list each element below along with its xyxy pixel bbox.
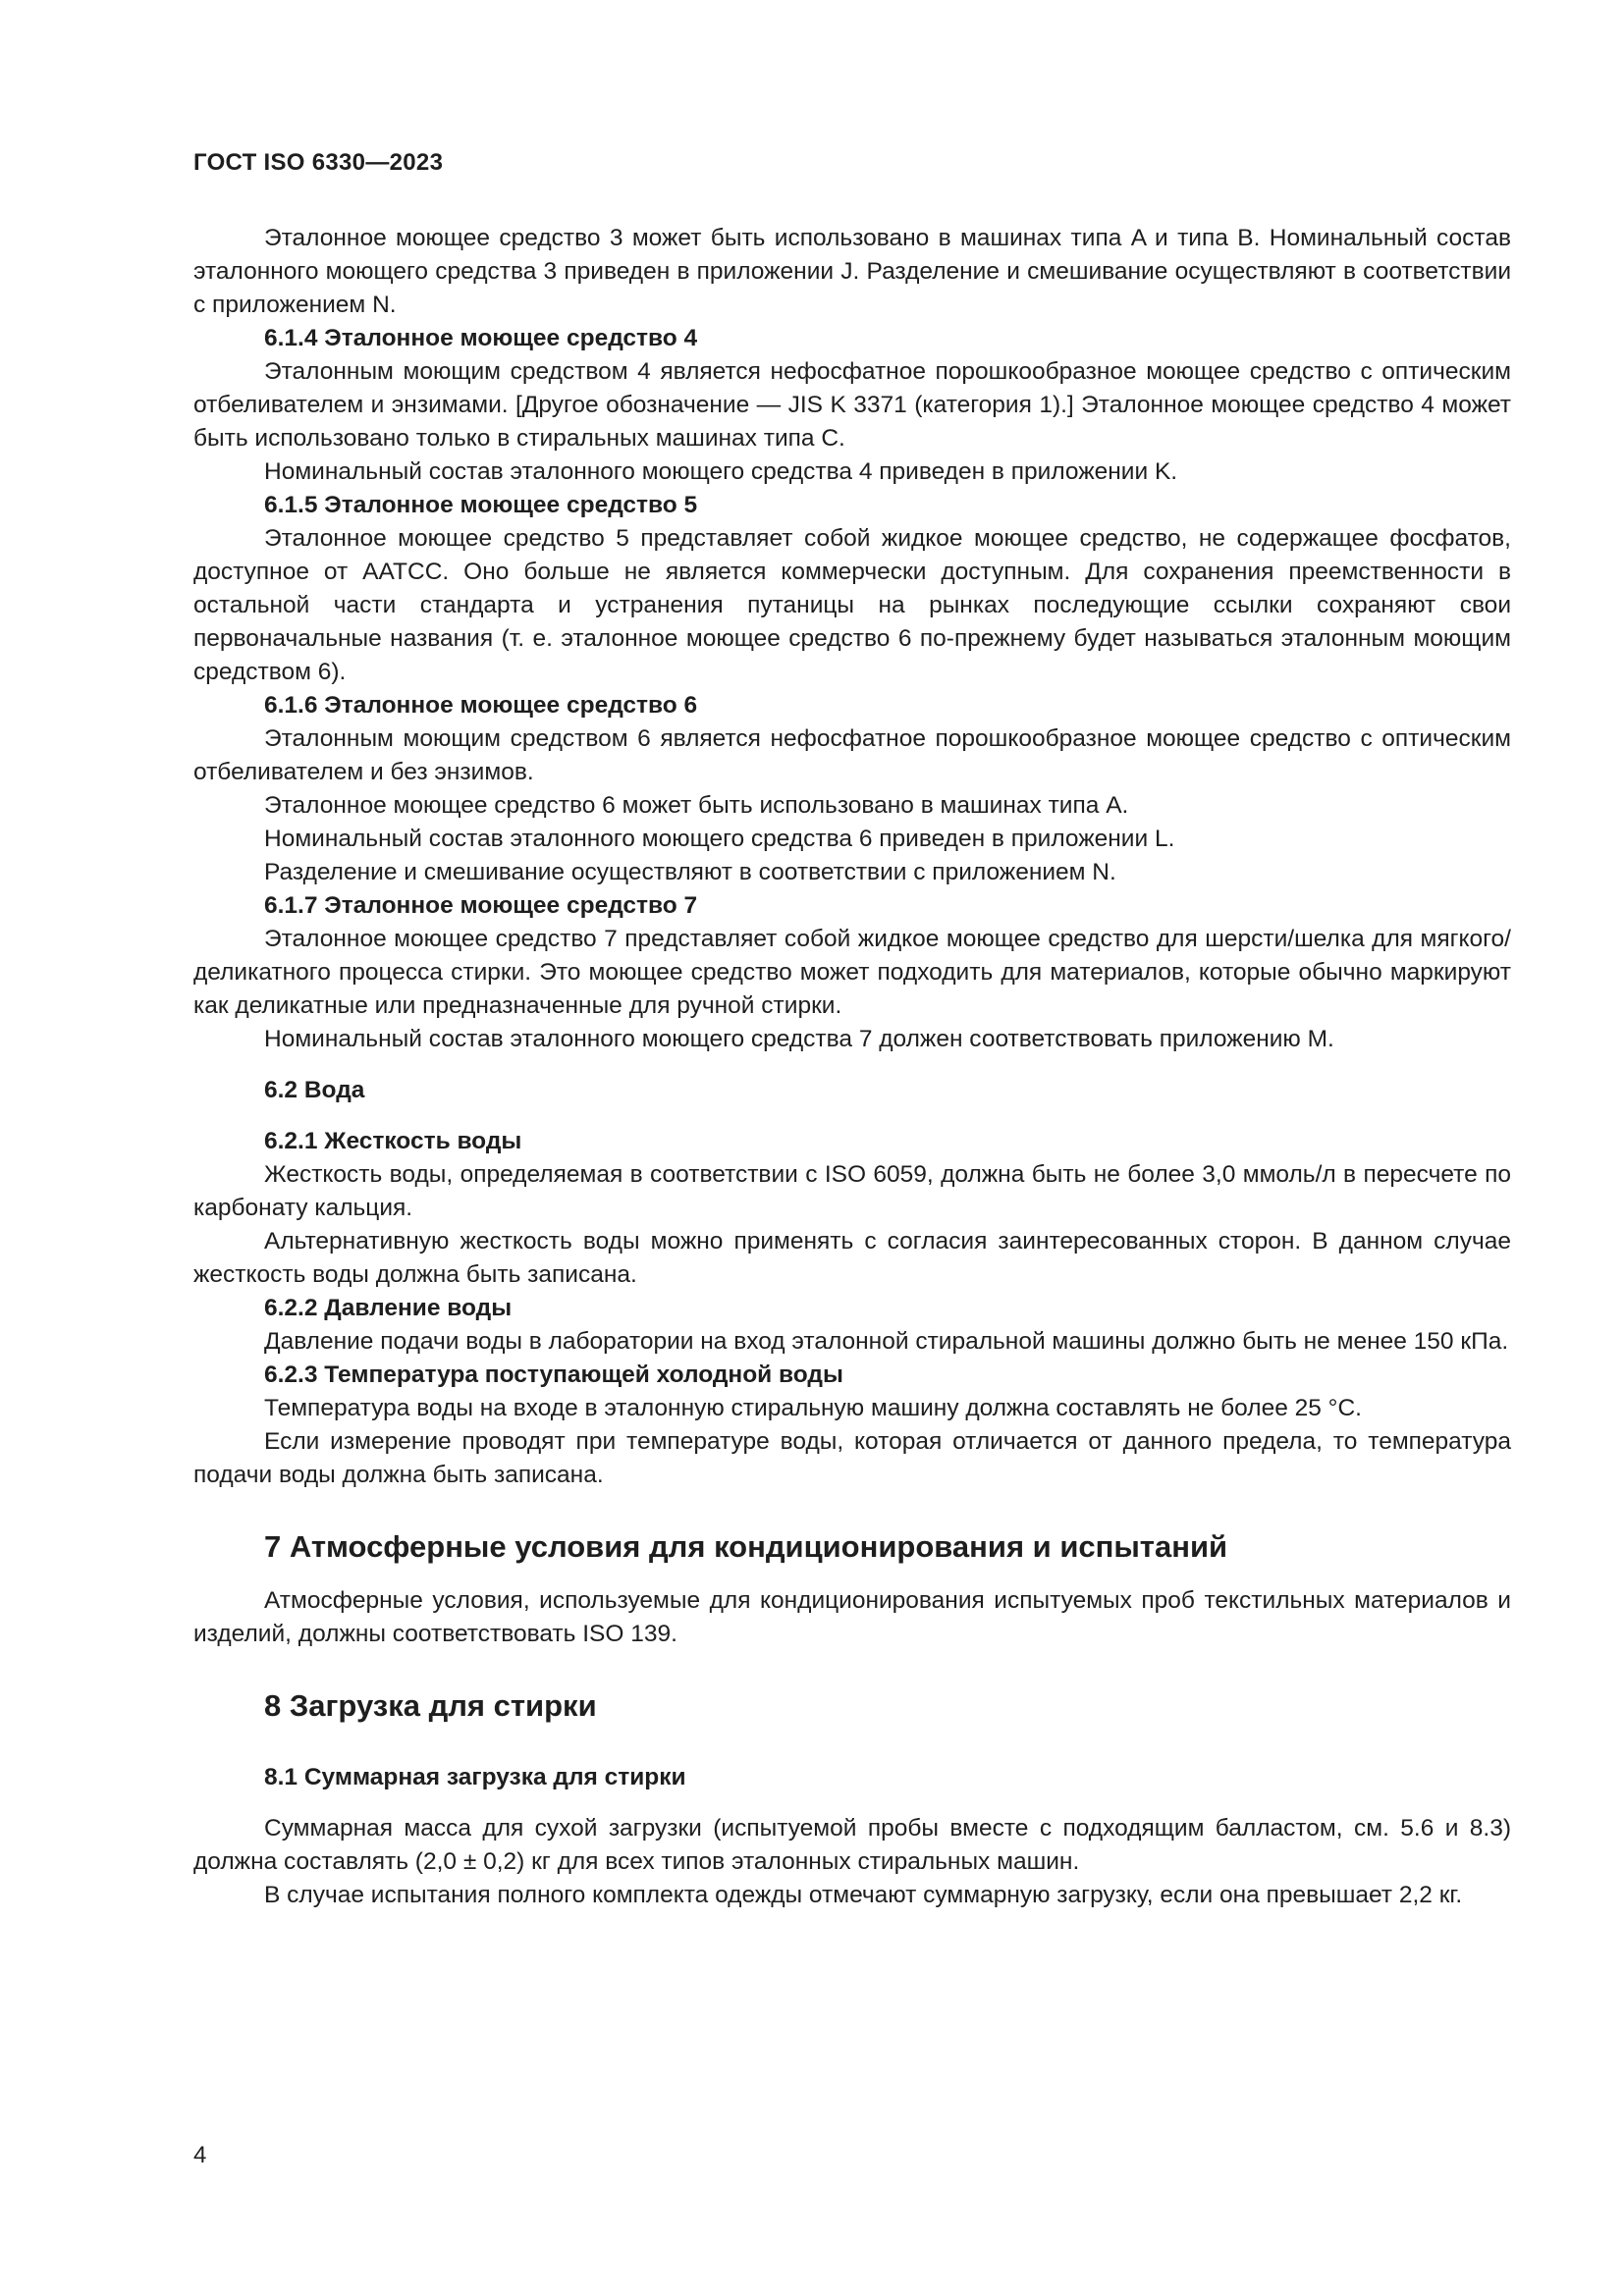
section-6-1-4-heading: 6.1.4 Эталонное моющее средство 4 — [264, 325, 698, 351]
spacer — [193, 1726, 1511, 1761]
section-6-1-5-paragraph-1: Эталонное моющее средство 5 представляет собой жидкое моющее средство, не содержащее фосфатов, доступное от AATCC. Оно больше не является коммерчески доступным. Для сохранения преемственности в остальной части стандарта и устранения путаницы на рынках последующие ссылки сохраняют свои первоначальные названия (т. е. эталонное моющее средство 6 по-прежнему будет называться эталонным моющим средством 6). — [193, 525, 1511, 685]
section-6-1-6-paragraph-1: Эталонным моющим средством 6 является нефосфатное порошкообразное моющее средство с оптическим отбеливателем и без энзимов. — [193, 725, 1511, 785]
document-header-id: ГОСТ ISO 6330—2023 — [193, 149, 444, 176]
page-number: 4 — [193, 2142, 207, 2168]
section-7-paragraph-1: Атмосферные условия, используемые для кондиционирования испытуемых проб текстильных материалов и изделий, должны соответствовать ISO 139. — [193, 1587, 1511, 1647]
section-6-1-7-paragraph-1: Эталонное моющее средство 7 представляет собой жидкое моющее средство для шерсти/шелка для мягкого/деликатного процесса стирки. Это моющее средство может подходить для материалов, которые обычно маркируют как деликатные или предназначенные для ручной стирки. — [193, 926, 1511, 1019]
section-6-1-4-paragraph-2: Номинальный состав эталонного моющего средства 4 приведен в приложении K. — [264, 458, 1178, 485]
section-6-1-6-paragraph-3: Номинальный состав эталонного моющего средства 6 приведен в приложении L. — [264, 826, 1175, 852]
section-8-1-paragraph-2: В случае испытания полного комплекта одежды отмечают суммарную загрузку, если она превышает 2,2 кг. — [264, 1882, 1463, 1908]
section-6-2-3-paragraph-1: Температура воды на входе в эталонную стиральную машину должна составлять не более 25 °C. — [264, 1395, 1362, 1421]
section-6-2-1-paragraph-2: Альтернативную жесткость воды можно применять с согласия заинтересованных сторон. В данном случае жесткость воды должна быть записана. — [193, 1228, 1511, 1288]
section-6-2-heading: 6.2 Вода — [264, 1077, 365, 1103]
section-6-2-1-paragraph-1: Жесткость воды, определяемая в соответствии с ISO 6059, должна быть не более 3,0 ммоль/л в пересчете по карбонату кальция. — [193, 1161, 1511, 1221]
section-6-2-1-heading: 6.2.1 Жесткость воды — [264, 1128, 522, 1154]
spacer — [193, 1107, 1511, 1125]
spacer — [193, 1056, 1511, 1074]
section-6-1-6-heading: 6.1.6 Эталонное моющее средство 6 — [264, 692, 698, 719]
section-8-1-heading: 8.1 Суммарная загрузка для стирки — [264, 1764, 686, 1790]
section-7-heading: 7 Атмосферные условия для кондиционирования и испытаний — [264, 1529, 1228, 1564]
section-6-2-3-paragraph-2: Если измерение проводят при температуре воды, которая отличается от данного предела, то температура подачи воды должна быть записана. — [193, 1428, 1511, 1488]
section-6-1-6-paragraph-2: Эталонное моющее средство 6 может быть использовано в машинах типа A. — [264, 792, 1129, 819]
spacer — [193, 1567, 1511, 1584]
section-6-1-4-paragraph-1: Эталонным моющим средством 4 является нефосфатное порошкообразное моющее средство с оптическим отбеливателем и энзимами. [Другое обозначение — JIS K 3371 (категория 1).] Эталонное моющее средство 4 может быть использовано только в стиральных машинах типа C. — [193, 358, 1511, 452]
section-6-2-3-heading: 6.2.3 Температура поступающей холодной воды — [264, 1362, 843, 1388]
section-6-1-5-heading: 6.1.5 Эталонное моющее средство 5 — [264, 492, 698, 518]
section-8-1-paragraph-1: Суммарная масса для сухой загрузки (испытуемой пробы вместе с подходящим балластом, см. 5.6 и 8.3) должна составлять (2,0 ± 0,2) кг для всех типов эталонных стиральных машин. — [193, 1815, 1511, 1875]
section-6-2-2-heading: 6.2.2 Давление воды — [264, 1295, 513, 1321]
section-6-1-7-paragraph-2: Номинальный состав эталонного моющего средства 7 должен соответствовать приложению M. — [264, 1026, 1334, 1052]
section-6-2-2-paragraph-1: Давление подачи воды в лаборатории на вход эталонной стиральной машины должно быть не менее 150 кПа. — [264, 1328, 1509, 1355]
section-6-1-7-heading: 6.1.7 Эталонное моющее средство 7 — [264, 892, 698, 919]
paragraph-intro: Эталонное моющее средство 3 может быть использовано в машинах типа A и типа B. Номинальный состав эталонного моющего средства 3 приведен в приложении J. Разделение и смешивание осуществляют в соответствии с приложением N. — [193, 225, 1511, 318]
spacer — [193, 1651, 1511, 1686]
section-8-heading: 8 Загрузка для стирки — [264, 1688, 597, 1723]
section-6-1-6-paragraph-4: Разделение и смешивание осуществляют в соответствии с приложением N. — [264, 859, 1116, 885]
spacer — [193, 1794, 1511, 1812]
document-body — [193, 222, 1511, 1912]
spacer — [193, 1492, 1511, 1527]
